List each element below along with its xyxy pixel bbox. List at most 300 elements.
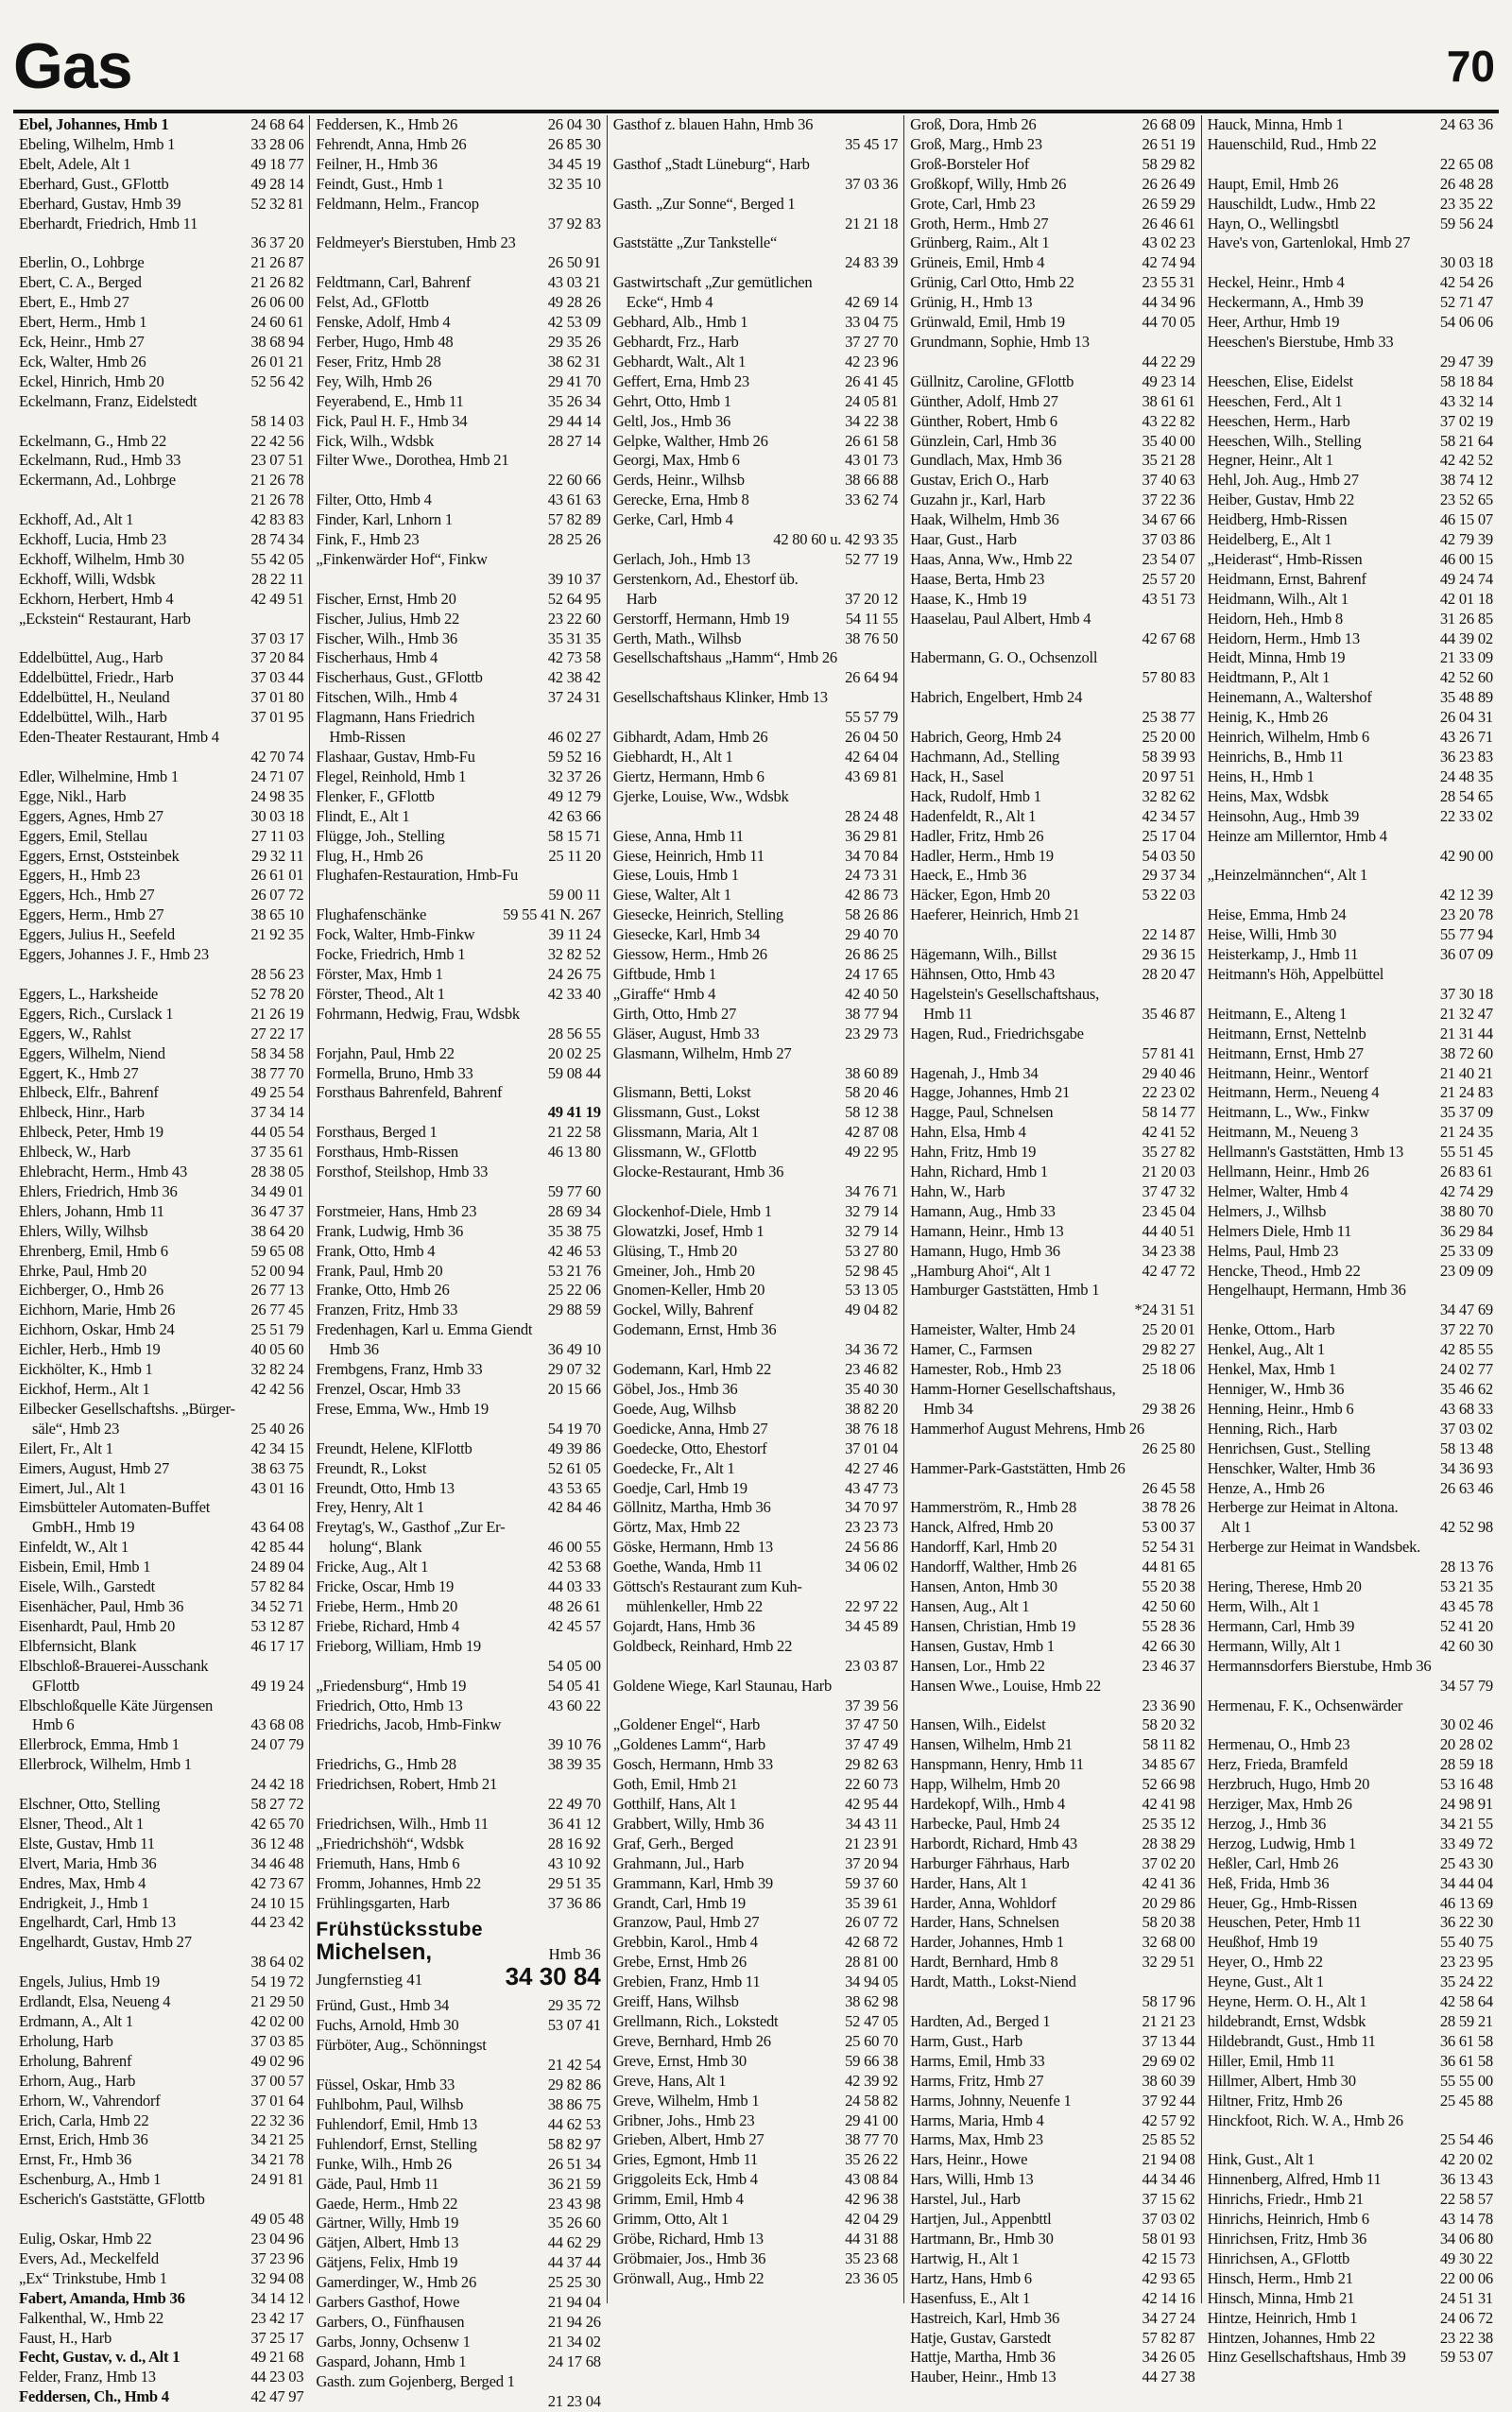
- entry-phone: 32 82 62: [1142, 786, 1195, 805]
- entry-phone: 42 50 60: [1142, 1596, 1195, 1615]
- entry-line: [19, 1854, 303, 1874]
- entry-line: [613, 1281, 898, 1301]
- entry-phone: 52 71 47: [1439, 293, 1493, 312]
- entry-phone: 54 05 00: [547, 1656, 601, 1675]
- entry-phone: 52 41 20: [1439, 1616, 1493, 1635]
- entry-line: [613, 629, 898, 649]
- directory-entry: [316, 333, 600, 353]
- directory-entry: [613, 412, 898, 432]
- directory-entry: [910, 807, 1194, 827]
- entry-line: [316, 1815, 600, 1835]
- entry-line: [19, 1795, 303, 1815]
- entry-name: Eilert, Fr., Alt 1: [19, 1439, 113, 1457]
- entry-line: [910, 412, 1194, 432]
- entry-name: Frank, Paul, Hmb 20: [316, 1261, 443, 1280]
- directory-entry: [316, 1697, 600, 1716]
- entry-line: [1208, 2210, 1493, 2230]
- entry-name: Hellmann, Heinr., Hmb 26: [1207, 1163, 1369, 1181]
- directory-entry: [316, 2155, 600, 2175]
- entry-name: Girth, Otto, Hmb 27: [612, 1004, 737, 1023]
- directory-entry: [316, 1715, 600, 1755]
- directory-entry: [1208, 905, 1493, 925]
- entry-line: [1208, 175, 1493, 195]
- listing-column: [13, 115, 310, 2406]
- entry-name: Hamer, C., Farmsen: [910, 1340, 1033, 1359]
- entry-line: [316, 135, 600, 155]
- entry-name: Gjerke, Louise, Ww., Wdsbk: [612, 786, 789, 805]
- entry-line: [910, 1894, 1194, 1914]
- entry-line: [1208, 590, 1493, 610]
- entry-line: [613, 1143, 898, 1163]
- directory-entry: [613, 1558, 898, 1577]
- directory-entry: [910, 333, 1194, 372]
- entry-continuation-line: [1208, 1558, 1493, 1577]
- entry-name: Eckhoff, Ad., Alt 1: [19, 510, 134, 529]
- entry-name: Fick, Wilh., Wdsbk: [316, 431, 435, 450]
- directory-entry: [19, 2092, 303, 2111]
- entry-line: [316, 629, 600, 649]
- entry-line: [1208, 2170, 1493, 2190]
- entry-line: [910, 748, 1194, 767]
- directory-entry: [910, 1775, 1194, 1795]
- entry-line: [613, 1775, 898, 1795]
- entry-name: Hardt, Matth., Lokst-Niend: [910, 1973, 1076, 1991]
- entry-name: Heinrich, Wilhelm, Hmb 6: [1207, 728, 1369, 747]
- entry-phone: 24 71 07: [250, 767, 304, 785]
- ad-name: Michelsen,: [316, 1939, 433, 1966]
- listing-column: [608, 115, 904, 2303]
- directory-entry: [613, 2269, 898, 2289]
- entry-phone: 54 06 06: [1439, 313, 1493, 332]
- entry-continuation-line: [19, 233, 303, 253]
- entry-phone: 25 43 30: [1439, 1853, 1493, 1872]
- entry-name: Felst, Ad., GFlottb: [316, 293, 429, 312]
- entry-name: „Heinzelmännchen“, Alt 1: [1207, 866, 1368, 885]
- entry-phone: 35 39 61: [845, 1893, 899, 1912]
- entry-phone: 21 26 87: [250, 253, 304, 272]
- directory-entry: [613, 1143, 898, 1163]
- directory-entry: [1208, 629, 1493, 649]
- entry-line: [613, 2190, 898, 2210]
- entry-phone: 24 05 81: [845, 391, 899, 410]
- entry-phone: 59 55 41 N. 267: [503, 905, 601, 924]
- entry-phone: 28 22 11: [250, 569, 304, 588]
- entry-phone: 24 42 18: [250, 1775, 304, 1794]
- entry-phone: 59 52 16: [547, 748, 601, 766]
- entry-continuation-line: [19, 1518, 303, 1538]
- entry-name: Hähnsen, Otto, Hmb 43: [910, 964, 1056, 983]
- directory-entry: [316, 945, 600, 965]
- entry-name: Evers, Ad., Meckelfeld: [19, 2248, 159, 2267]
- entry-name: mühlenkeller, Hmb 22: [626, 1596, 763, 1615]
- entry-line: [910, 293, 1194, 313]
- directory-entry: [910, 432, 1194, 452]
- entry-line: [613, 1262, 898, 1282]
- listing-columns: [13, 115, 1499, 2410]
- entry-name: Goethe, Wanda, Hmb 11: [612, 1558, 763, 1576]
- directory-entry: [19, 451, 303, 471]
- entry-line: [316, 1518, 600, 1538]
- entry-phone: 44 81 65: [1142, 1558, 1195, 1576]
- entry-phone: 44 23 03: [250, 2368, 304, 2386]
- entry-name: Glismann, Betti, Lokst: [612, 1083, 751, 1102]
- entry-line: [1208, 2052, 1493, 2072]
- entry-line: [910, 550, 1194, 570]
- entry-line: [316, 333, 600, 353]
- entry-phone: 42 67 68: [1142, 629, 1195, 647]
- entry-line: [613, 1854, 898, 1874]
- directory-entry: [1208, 1973, 1493, 1992]
- directory-entry: [316, 1202, 600, 1222]
- entry-phone: 43 01 73: [845, 451, 899, 470]
- entry-phone: 35 48 89: [1439, 688, 1493, 707]
- directory-entry: [1208, 1894, 1493, 1914]
- directory-entry: [910, 1143, 1194, 1163]
- entry-phone: 25 20 01: [1142, 1320, 1195, 1339]
- entry-line: [316, 2135, 600, 2155]
- entry-phone: 42 86 73: [845, 886, 899, 904]
- entry-line: [19, 1301, 303, 1320]
- entry-phone: 49 24 74: [1439, 569, 1493, 588]
- entry-name: „Eckstein“ Restaurant, Harb: [19, 609, 191, 628]
- directory-entry: [19, 1340, 303, 1360]
- entry-name: Flughafen-Restauration, Hmb-Fu: [316, 866, 519, 885]
- entry-phone: 42 47 97: [250, 2387, 304, 2406]
- entry-phone: 20 97 51: [1142, 767, 1195, 785]
- entry-name: Großkopf, Willy, Hmb 26: [910, 174, 1067, 193]
- entry-phone: 34 57 79: [1439, 1676, 1493, 1695]
- entry-phone: 35 45 17: [845, 134, 899, 153]
- entry-name: Groth, Herm., Hmb 27: [910, 214, 1049, 233]
- entry-name: Hinsch, Herm., Hmb 21: [1207, 2268, 1353, 2287]
- entry-name: Harburger Fährhaus, Harb: [910, 1853, 1070, 1872]
- entry-name: Hiller, Emil, Hmb 11: [1207, 2051, 1335, 2070]
- entry-phone: 49 12 79: [547, 786, 601, 805]
- entry-line: [1208, 2190, 1493, 2210]
- directory-entry: [910, 748, 1194, 767]
- entry-phone: 23 45 04: [1142, 1201, 1195, 1220]
- entry-name: Happ, Wilhelm, Hmb 20: [910, 1775, 1060, 1794]
- entry-phone: 36 61 58: [1439, 2051, 1493, 2070]
- entry-line: [1208, 728, 1493, 748]
- entry-line: [316, 1005, 600, 1025]
- entry-phone: 22 49 70: [547, 1795, 601, 1814]
- directory-entry: [613, 491, 898, 510]
- entry-name: Eberhard, Gust., GFlottb: [19, 174, 169, 193]
- entry-name: Gesellschaftshaus Klinker, Hmb 13: [612, 688, 828, 707]
- entry-name: Gätjen, Albert, Hmb 13: [316, 2233, 459, 2252]
- entry-phone: 37 20 84: [250, 648, 304, 667]
- entry-name: Füssel, Oskar, Hmb 33: [316, 2076, 455, 2094]
- entry-line: [1208, 1795, 1493, 1815]
- entry-line: [613, 471, 898, 491]
- entry-phone: 42 84 46: [547, 1498, 601, 1517]
- entry-phone: 42 34 57: [1142, 806, 1195, 825]
- entry-phone: 38 78 26: [1142, 1498, 1195, 1517]
- entry-name: Hagenah, J., Hmb 34: [910, 1063, 1039, 1082]
- directory-entry: [19, 2230, 303, 2249]
- entry-name: Goedicke, Anna, Hmb 27: [612, 1419, 768, 1438]
- entry-continuation-line: [316, 1025, 600, 1044]
- entry-phone: 34 21 55: [1439, 1814, 1493, 1833]
- entry-phone: 46 13 69: [1439, 1893, 1493, 1912]
- entry-name: Heinze am Millerntor, Hmb 4: [1207, 826, 1387, 845]
- directory-entry: [1208, 688, 1493, 708]
- entry-name: Ebeling, Wilhelm, Hmb 1: [19, 134, 176, 153]
- entry-name: Gerstenkorn, Ad., Ehestorf üb.: [612, 569, 799, 588]
- entry-line: [1208, 1103, 1493, 1123]
- entry-line: [1208, 2249, 1493, 2269]
- entry-phone: 23 42 17: [250, 2308, 304, 2327]
- entry-line: [1208, 965, 1493, 985]
- entry-continuation-line: [1208, 1301, 1493, 1320]
- directory-entry: [316, 1005, 600, 1044]
- entry-phone: 21 26 78: [250, 491, 304, 509]
- entry-phone: 34 23 38: [1142, 1241, 1195, 1260]
- entry-name: Heer, Arthur, Hmb 19: [1207, 313, 1340, 332]
- entry-name: Frey, Henry, Alt 1: [316, 1498, 424, 1517]
- entry-line: [1208, 2111, 1493, 2131]
- directory-entry: [1208, 293, 1493, 313]
- entry-continuation-line: [316, 1182, 600, 1202]
- directory-entry: [1208, 1222, 1493, 1242]
- entry-line: [19, 648, 303, 668]
- entry-name: Godemann, Ernst, Hmb 36: [612, 1320, 777, 1339]
- entry-phone: 35 46 87: [1142, 1004, 1195, 1023]
- entry-phone: 37 47 50: [845, 1715, 899, 1734]
- directory-entry: [613, 2012, 898, 2032]
- entry-continuation-line: [316, 728, 600, 748]
- entry-line: [316, 2195, 600, 2214]
- entry-phone: 23 03 87: [845, 1656, 899, 1675]
- directory-entry: [613, 1992, 898, 2012]
- entry-name: Eck, Walter, Hmb 26: [19, 352, 146, 370]
- entry-phone: 36 21 59: [547, 2174, 601, 2193]
- entry-line: [613, 827, 898, 847]
- entry-name: Hansen, Gustav, Hmb 1: [910, 1636, 1055, 1655]
- entry-phone: 43 53 65: [547, 1478, 601, 1497]
- entry-line: [613, 1715, 898, 1735]
- entry-phone: 26 51 19: [1142, 134, 1195, 153]
- entry-name: Eck, Heinr., Hmb 27: [19, 332, 145, 351]
- entry-phone: 59 37 60: [845, 1873, 899, 1892]
- entry-phone: 28 74 34: [250, 530, 304, 549]
- entry-line: [910, 1637, 1194, 1657]
- entry-name: Elsner, Theod., Alt 1: [19, 1814, 145, 1833]
- entry-line: [316, 688, 600, 708]
- entry-phone: 42 83 83: [250, 510, 304, 529]
- entry-phone: 23 36 90: [1142, 1696, 1195, 1714]
- directory-entry: [19, 807, 303, 827]
- entry-name: Hahn, Fritz, Hmb 19: [910, 1143, 1037, 1162]
- entry-line: [1208, 570, 1493, 590]
- directory-entry: [19, 2032, 303, 2052]
- directory-entry: [910, 1103, 1194, 1123]
- directory-entry: [19, 1400, 303, 1439]
- entry-phone: 43 32 14: [1439, 391, 1493, 410]
- entry-line: [613, 1894, 898, 1914]
- entry-continuation-line: [910, 1479, 1194, 1499]
- directory-entry: [1208, 412, 1493, 432]
- directory-entry: [316, 2036, 600, 2076]
- entry-continuation-line: [316, 1657, 600, 1677]
- ad-title: Frühstücksstube: [316, 1919, 484, 1941]
- directory-entry: [316, 1044, 600, 1064]
- entry-phone: 44 34 46: [1142, 2170, 1195, 2189]
- entry-name: Grünig, Carl Otto, Hmb 22: [910, 273, 1074, 292]
- entry-phone: 25 45 88: [1439, 2091, 1493, 2110]
- entry-name: Gundlach, Max, Hmb 36: [910, 451, 1062, 470]
- entry-line: [1208, 925, 1493, 945]
- directory-entry: [910, 510, 1194, 530]
- entry-phone: 33 28 06: [250, 134, 304, 153]
- entry-name: Heßler, Carl, Hmb 26: [1207, 1853, 1339, 1872]
- entry-phone: 59 65 08: [250, 1241, 304, 1260]
- entry-phone: 34 22 38: [845, 411, 899, 430]
- entry-name: Göbel, Jos., Hmb 36: [612, 1380, 738, 1398]
- entry-line: [19, 945, 303, 965]
- directory-entry: [1208, 432, 1493, 452]
- directory-entry: [910, 590, 1194, 610]
- entry-line: [1208, 313, 1493, 333]
- directory-entry: [613, 195, 898, 234]
- entry-name: Fuchs, Arnold, Hmb 30: [316, 2016, 459, 2035]
- entry-phone: 59 77 60: [547, 1181, 601, 1200]
- entry-line: [316, 590, 600, 610]
- directory-entry: [910, 1735, 1194, 1755]
- entry-phone: 26 26 49: [1142, 174, 1195, 193]
- entry-line: [316, 432, 600, 452]
- entry-line: [316, 1083, 600, 1103]
- entry-phone: 49 25 54: [250, 1083, 304, 1102]
- entry-phone: 38 77 70: [845, 2130, 899, 2149]
- entry-name: Hachmann, Ad., Stelling: [910, 748, 1060, 766]
- entry-line: [613, 1459, 898, 1479]
- entry-name: Eckel, Hinrich, Hmb 20: [19, 371, 164, 390]
- entry-phone: 23 35 22: [1439, 194, 1493, 213]
- directory-entry: [910, 767, 1194, 787]
- entry-line: [1208, 1083, 1493, 1103]
- entry-name: Flughafenschänke: [316, 905, 427, 924]
- entry-name: Haak, Wilhelm, Hmb 36: [910, 510, 1059, 529]
- entry-name: Gebhardt, Walt., Alt 1: [612, 352, 747, 370]
- entry-line: [19, 1735, 303, 1755]
- entry-phone: 29 40 46: [1142, 1063, 1195, 1082]
- entry-line: [1208, 945, 1493, 965]
- entry-name: Heeschen, Elise, Eidelst: [1207, 371, 1353, 390]
- directory-entry: [910, 570, 1194, 590]
- entry-line: [910, 155, 1194, 175]
- directory-entry: [910, 905, 1194, 945]
- entry-name: Hamann, Aug., Hmb 33: [910, 1201, 1056, 1220]
- entry-line: [1208, 2032, 1493, 2052]
- entry-phone: 21 92 35: [250, 925, 304, 944]
- entry-name: Ehlbeck, W., Harb: [19, 1143, 130, 1162]
- entry-line: [1208, 1874, 1493, 1894]
- entry-continuation-line: [910, 1992, 1194, 2012]
- entry-name: Grüneis, Emil, Hmb 4: [910, 253, 1045, 272]
- entry-phone: 29 82 63: [845, 1755, 899, 1774]
- entry-line: [19, 372, 303, 392]
- directory-entry: [19, 1025, 303, 1044]
- entry-phone: 34 45 89: [845, 1616, 899, 1635]
- entry-line: [19, 1400, 303, 1420]
- entry-line: [1208, 1242, 1493, 1262]
- directory-entry: [19, 827, 303, 847]
- entry-name: Gustav, Erich O., Harb: [910, 471, 1049, 490]
- entry-name: Elbschloß-Brauerei-Ausschank: [19, 1656, 209, 1675]
- directory-entry: [316, 708, 600, 748]
- entry-name: Heidmann, Wilh., Alt 1: [1207, 589, 1349, 608]
- entry-phone: 21 29 50: [250, 1992, 304, 2011]
- directory-entry: [1208, 1538, 1493, 1577]
- entry-phone: 38 61 61: [1142, 391, 1195, 410]
- entry-phone: 34 36 93: [1439, 1458, 1493, 1477]
- entry-line: [316, 530, 600, 550]
- entry-continuation-line: [19, 1953, 303, 1973]
- entry-continuation-line: [316, 1538, 600, 1558]
- entry-continuation-line: [910, 629, 1194, 649]
- directory-entry: [316, 629, 600, 649]
- entry-name: Grammann, Karl, Hmb 39: [612, 1873, 773, 1892]
- entry-phone: 21 94 08: [1142, 2150, 1195, 2169]
- entry-name: „Friedensburg“, Hmb 19: [316, 1676, 467, 1695]
- entry-line: [910, 333, 1194, 353]
- directory-entry: [19, 135, 303, 155]
- directory-entry: [1208, 2032, 1493, 2052]
- entry-name: Gerke, Carl, Hmb 4: [612, 510, 733, 529]
- entry-continuation-line: [910, 1301, 1194, 1320]
- entry-name: Grimm, Emil, Hmb 4: [612, 2190, 744, 2209]
- entry-name: Grünwald, Emil, Hmb 19: [910, 313, 1065, 332]
- entry-line: [19, 1281, 303, 1301]
- entry-phone: 35 40 30: [845, 1380, 899, 1398]
- directory-entry: [910, 1913, 1194, 1933]
- directory-entry: [19, 1202, 303, 1222]
- entry-line: [1208, 2150, 1493, 2170]
- entry-phone: 26 77 45: [250, 1301, 304, 1319]
- entry-name: Giessow, Herm., Hmb 26: [612, 945, 767, 964]
- entry-line: [1208, 668, 1493, 688]
- entry-name: Feldmann, Helm., Francop: [316, 194, 479, 213]
- directory-entry: [910, 2130, 1194, 2150]
- entry-line: [613, 1163, 898, 1182]
- entry-line: [910, 807, 1194, 827]
- directory-entry: [1208, 1498, 1493, 1538]
- directory-entry: [1208, 708, 1493, 728]
- entry-phone: 34 70 84: [845, 846, 899, 865]
- entry-name: Gamerdinger, W., Hmb 26: [316, 2273, 477, 2292]
- entry-name: Hintzen, Johannes, Hmb 22: [1207, 2328, 1376, 2347]
- entry-phone: 26 61 01: [250, 866, 304, 885]
- entry-name: Greve, Bernhard, Hmb 26: [612, 2031, 771, 2050]
- entry-phone: 37 39 56: [845, 1696, 899, 1714]
- entry-line: [1208, 273, 1493, 293]
- entry-line: [910, 2170, 1194, 2190]
- entry-phone: 34 45 19: [547, 154, 601, 173]
- entry-phone: 34 27 24: [1142, 2308, 1195, 2327]
- entry-phone: 54 19 72: [250, 1973, 304, 1991]
- entry-phone: 42 01 18: [1439, 589, 1493, 608]
- directory-entry: [19, 1558, 303, 1577]
- entry-name: Hinz Gesellschaftshaus, Hmb 39: [1207, 2348, 1406, 2367]
- entry-phone: 26 25 80: [1142, 1439, 1195, 1457]
- entry-line: [316, 2076, 600, 2095]
- entry-phone: 28 38 05: [250, 1163, 304, 1181]
- page-number: 70: [1446, 42, 1495, 91]
- entry-line: [316, 1360, 600, 1380]
- entry-phone: 22 42 56: [250, 431, 304, 450]
